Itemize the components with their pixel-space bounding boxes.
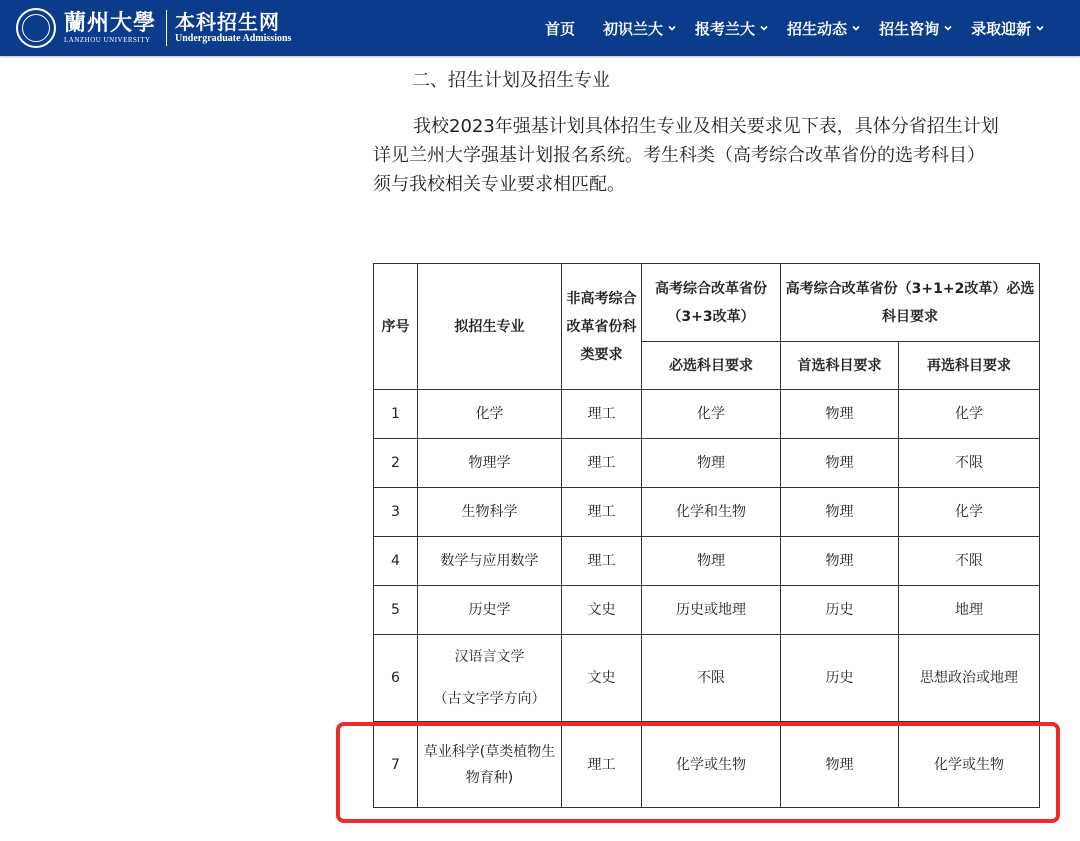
- cell-reform-33: 化学: [642, 390, 781, 439]
- site-name-en: Undergraduate Admissions: [175, 33, 292, 44]
- cell-non-reform: 理工: [562, 537, 642, 586]
- header-reform-33: 高考综合改革省份（3+3改革）: [642, 264, 781, 342]
- university-seal-icon: [16, 8, 56, 48]
- nav-item-label: 报考兰大: [695, 19, 756, 38]
- cell-major: [418, 635, 562, 722]
- cell-major: 历史学: [418, 586, 562, 635]
- table-row: [374, 635, 1040, 722]
- brand-divider: [166, 10, 167, 46]
- cell-second-choice: 思想政治或地理: [899, 635, 1040, 722]
- header-major: 拟招生专业: [418, 264, 562, 390]
- intro-paragraph: [373, 112, 1043, 199]
- cell-second-choice: 化学或生物: [899, 722, 1040, 808]
- chevron-down-icon: [851, 23, 861, 33]
- cell-index: 7: [374, 722, 418, 808]
- table-row: [374, 390, 1040, 439]
- cell-index: 6: [374, 635, 418, 722]
- section-heading: 二、招生计划及招生专业: [412, 70, 610, 91]
- cell-non-reform: 理工: [562, 722, 642, 808]
- university-name-cn: 蘭州大學: [64, 10, 157, 36]
- cell-first-choice: 物理: [781, 439, 899, 488]
- nav-item-label: 招生动态: [787, 19, 848, 38]
- cell-major: 数学与应用数学: [418, 537, 562, 586]
- chevron-down-icon: [667, 23, 677, 33]
- cell-non-reform: 理工: [562, 439, 642, 488]
- header-first-choice: 首选科目要求: [781, 342, 899, 390]
- cell-major: 生物科学: [418, 488, 562, 537]
- cell-second-choice: 地理: [899, 586, 1040, 635]
- cell-second-choice: 不限: [899, 537, 1040, 586]
- cell-reform-33: 历史或地理: [642, 586, 781, 635]
- cell-index: 3: [374, 488, 418, 537]
- header-reform-312: 高考综合改革省份（3+1+2改革）必选科目要求: [781, 264, 1040, 342]
- main-nav: [545, 0, 1063, 56]
- cell-first-choice: 物理: [781, 488, 899, 537]
- paragraph-line: 须与我校相关专业要求相匹配。: [373, 174, 625, 195]
- major-name: 汉语言文学: [454, 649, 525, 665]
- major-note: （古文字学方向）: [433, 691, 546, 707]
- cell-reform-33: 化学和生物: [642, 488, 781, 537]
- header-non-reform: 非高考综合改革省份科类要求: [562, 264, 642, 390]
- cell-first-choice: 历史: [781, 635, 899, 722]
- table-row: [374, 722, 1040, 808]
- nav-item-label: 首页: [545, 19, 576, 38]
- nav-item-home[interactable]: [545, 18, 575, 39]
- table-row: [374, 586, 1040, 635]
- nav-item-apply[interactable]: [695, 18, 769, 39]
- cell-major: 物理学: [418, 439, 562, 488]
- cell-reform-33: 化学或生物: [642, 722, 781, 808]
- nav-item-about[interactable]: [603, 18, 677, 39]
- nav-item-consult[interactable]: [879, 18, 953, 39]
- cell-non-reform: 理工: [562, 488, 642, 537]
- cell-reform-33: 物理: [642, 537, 781, 586]
- table-row: [374, 439, 1040, 488]
- cell-first-choice: 物理: [781, 722, 899, 808]
- cell-non-reform: 文史: [562, 586, 642, 635]
- cell-index: 2: [374, 439, 418, 488]
- table-row: [374, 488, 1040, 537]
- cell-non-reform: 理工: [562, 390, 642, 439]
- chevron-down-icon: [1035, 23, 1045, 33]
- cell-major: 草业科学(草类植物生物育种): [418, 722, 562, 808]
- cell-index: 5: [374, 586, 418, 635]
- table-row: [374, 537, 1040, 586]
- cell-reform-33: 不限: [642, 635, 781, 722]
- cell-major: 化学: [418, 390, 562, 439]
- cell-first-choice: 历史: [781, 586, 899, 635]
- paragraph-line: 我校2023年强基计划具体招生专业及相关要求见下表，具体分省招生计划: [413, 116, 999, 137]
- top-navigation-bar: [0, 0, 1080, 56]
- paragraph-line: 详见兰州大学强基计划报名系统。考生科类（高考综合改革省份的选考科目）: [373, 145, 985, 166]
- site-name-cn: 本科招生网: [175, 10, 281, 34]
- cell-reform-33: 物理: [642, 439, 781, 488]
- chevron-down-icon: [943, 23, 953, 33]
- cell-non-reform: 文史: [562, 635, 642, 722]
- nav-item-label: 初识兰大: [603, 19, 664, 38]
- header-index: 序号: [374, 264, 418, 390]
- header-second-choice: 再选科目要求: [899, 342, 1040, 390]
- nav-item-label: 录取迎新: [971, 19, 1032, 38]
- university-name-en: LANZHOU UNIVERSITY: [64, 36, 151, 44]
- cell-first-choice: 物理: [781, 390, 899, 439]
- cell-first-choice: 物理: [781, 537, 899, 586]
- cell-second-choice: 不限: [899, 439, 1040, 488]
- header-reform-33-sub: 必选科目要求: [642, 342, 781, 390]
- cell-index: 1: [374, 390, 418, 439]
- cell-index: 4: [374, 537, 418, 586]
- chevron-down-icon: [759, 23, 769, 33]
- site-logo[interactable]: [16, 6, 291, 50]
- admission-plan-table: [373, 263, 1040, 808]
- cell-second-choice: 化学: [899, 488, 1040, 537]
- nav-item-news[interactable]: [787, 18, 861, 39]
- nav-item-label: 招生咨询: [879, 19, 940, 38]
- cell-second-choice: 化学: [899, 390, 1040, 439]
- nav-item-admission[interactable]: [971, 18, 1045, 39]
